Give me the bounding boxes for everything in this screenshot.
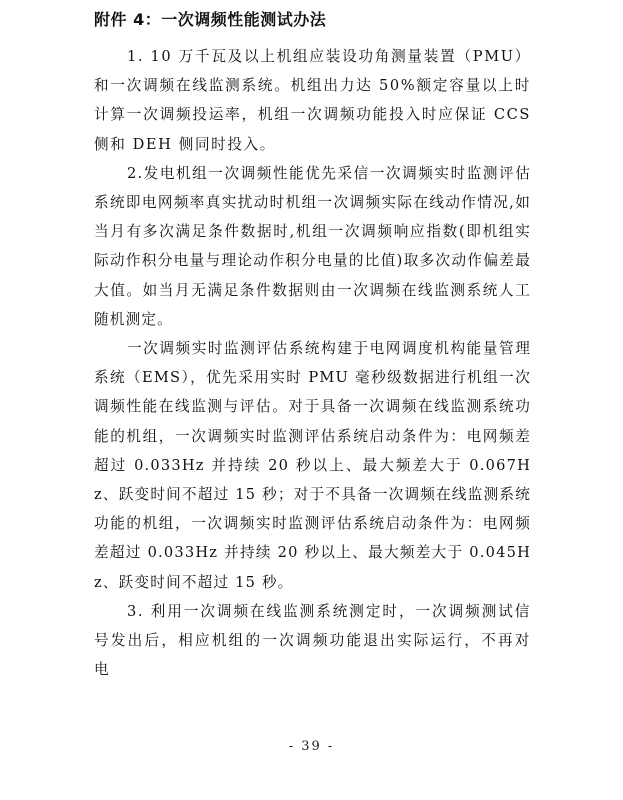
document-body bbox=[94, 42, 531, 684]
paragraph-2: 2.发电机组一次调频性能优先采信一次调频实时监测评估系统即电网频率真实扰动时机组一次调频实际在线动作情况,如当月有多次满足条件数据时,机组一次调频响应指数(即机组实际动作积分电量与理论动作积分电量的比值)取多次动作偏差最大值。如当月无满足条件数据则由一次调频在线监测系统人工随机测定。 bbox=[94, 164, 531, 328]
page-number: - 39 - bbox=[288, 739, 335, 754]
paragraph-1: 1. 10 万千瓦及以上机组应装设功角测量装置（PMU）和一次调频在线监测系统。机组出力达 50%额定容量以上时计算一次调频投运率，机组一次调频功能投入时应保证 CCS 侧和 DEH 侧同时投入。 bbox=[94, 48, 531, 153]
paragraph-4: 3. 利用一次调频在线监测系统测定时，一次调频测试信号发出后，相应机组的一次调频功能退出实际运行，不再对电 bbox=[94, 602, 531, 679]
page-title: 附件 4：一次调频性能测试办法 bbox=[94, 10, 327, 29]
paragraph-3: 一次调频实时监测评估系统构建于电网调度机构能量管理系统（EMS），优先采用实时 PMU 毫秒级数据进行机组一次调频性能在线监测与评估。对于具备一次调频在线监测系统功能的机组，一次调频实时监测评估系统启动条件为：电网频差超过 0.033Hz 并持续 20 秒以上、最大频差大于 0.067Hz、跃变时间不超过 15 秒；对于不具备一次调频在线监测系统功能的机组，一次调频实时监测评估系统启动条件为：电网频差超过 0.033Hz 并持续 20 秒以上、最大频差大于 0.045Hz、跃变时间不超过 15 秒。 bbox=[94, 340, 531, 591]
